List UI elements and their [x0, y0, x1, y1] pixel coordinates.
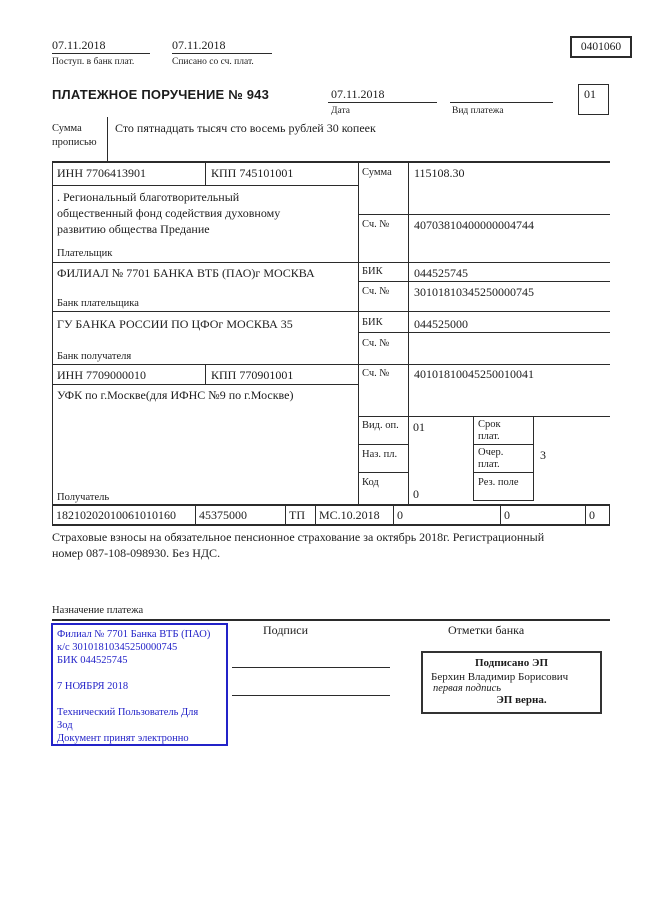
beneficiary-bank-account-label: Сч. №: [362, 338, 390, 349]
op-reserve-label: Рез. поле: [478, 477, 519, 488]
inn-kpp-divider2: [205, 364, 206, 385]
document-date: 07.11.2018: [331, 87, 385, 101]
payer-bank-bik-label: БИК: [362, 266, 383, 277]
op-col-right: [533, 416, 534, 501]
stamp-line-corr-account: к/с 30101810345250000745: [57, 642, 178, 653]
tax-divider-6: [585, 504, 586, 525]
beneficiary-account: 40101810045250010041: [414, 367, 534, 381]
op-code-label: Код: [362, 477, 379, 488]
beneficiary-account-label: Сч. №: [362, 368, 390, 379]
payer-kpp: КПП 745101001: [211, 166, 294, 180]
line-above-op-block: [358, 416, 610, 417]
payer-account: 40703810400000004744: [414, 218, 534, 232]
payment-kind-label: Вид платежа: [452, 106, 504, 116]
stamp-line-user1: Технический Пользователь Для: [57, 707, 199, 718]
received-date-underline: [52, 53, 150, 54]
op-col-left: [473, 416, 474, 501]
op-term-label: Срок плат.: [478, 419, 501, 442]
label-col-left: [358, 161, 359, 505]
line-under-beneficiary-bank: [52, 364, 610, 365]
line-op1: [358, 444, 408, 445]
bank-marks-label: Отметки банка: [448, 623, 525, 637]
beneficiary-inn: ИНН 7709000010: [57, 368, 146, 382]
purpose-underline: [52, 619, 610, 621]
table-left-edge: [52, 161, 53, 525]
stamp-line-bank: Филиал № 7701 Банка ВТБ (ПАО): [57, 629, 211, 640]
amount-label: Сумма: [362, 167, 392, 178]
stamp-verified: ЭП верна.: [496, 694, 547, 706]
line-op4: [473, 472, 533, 473]
signature-line-2: [232, 695, 390, 696]
op-purpose-label: Наз. пл.: [362, 449, 398, 460]
beneficiary-bank-name: ГУ БАНКА РОССИИ ПО ЦФОг МОСКВА 35: [57, 317, 293, 331]
tax-row-bottom-line: [52, 524, 610, 526]
bank-blue-stamp: [51, 623, 228, 746]
payer-label: Плательщик: [57, 248, 113, 259]
tax-field-oktmo: 45375000: [199, 508, 247, 522]
tax-field-period: МС.10.2018: [319, 508, 380, 522]
signature-stamp-box: [421, 651, 602, 714]
beneficiary-bank-bik: 044525000: [414, 317, 468, 331]
beneficiary-label: Получатель: [57, 492, 110, 503]
tax-divider-2: [285, 504, 286, 525]
payer-bank-account-label: Сч. №: [362, 286, 390, 297]
line-under-payer-bank: [52, 311, 610, 312]
label-col-right: [408, 161, 409, 505]
document-title: ПЛАТЕЖНОЕ ПОРУЧЕНИЕ № 943: [52, 87, 270, 102]
tax-field-kbk: 18210202010061010160: [56, 508, 176, 522]
op-order-label: Очер. плат.: [478, 447, 504, 470]
line-op3: [358, 472, 408, 473]
signature-line-1: [232, 667, 390, 668]
corner-code-box: [578, 84, 609, 115]
payment-kind-underline: [450, 102, 553, 103]
line-op2: [473, 444, 533, 445]
amount-value: 115108.30: [414, 166, 465, 180]
beneficiary-kpp: КПП 770901001: [211, 368, 294, 382]
signatures-label: Подписи: [263, 623, 309, 637]
line-under-bik1: [358, 281, 610, 282]
beneficiary-bank-label: Банк получателя: [57, 351, 132, 362]
corner-code: 01: [584, 87, 596, 101]
stamp-signer-name: Берхин Владимир Борисович: [431, 671, 569, 683]
tax-divider-1: [195, 504, 196, 525]
payer-bank-label: Банк плательщика: [57, 298, 139, 309]
stamp-line-bik: БИК 044525745: [57, 655, 128, 666]
amount-words-label-2: прописью: [52, 137, 97, 148]
line-under-amount: [358, 214, 610, 215]
line-under-bik2: [358, 332, 610, 333]
tax-field-doc-number: 0: [397, 508, 403, 522]
inn-kpp-divider1: [205, 161, 206, 186]
debited-date-underline: [172, 53, 272, 54]
tax-divider-5: [500, 504, 501, 525]
op-code: 0: [413, 487, 419, 501]
beneficiary-bank-bik-label: БИК: [362, 317, 383, 328]
debited-date: 07.11.2018: [172, 38, 226, 52]
purpose-line2: номер 087-108-098930. Без НДС.: [52, 546, 221, 560]
op-type: 01: [413, 420, 425, 434]
payer-bank-name: ФИЛИАЛ № 7701 БАНКА ВТБ (ПАО)г МОСКВА: [57, 266, 315, 280]
stamp-title: Подписано ЭП: [474, 657, 549, 669]
tax-divider-3: [315, 504, 316, 525]
payer-bank-bik: 044525745: [414, 266, 468, 280]
table-bottom-line: [52, 504, 610, 506]
table-top-line: [52, 161, 610, 163]
amount-words-divider: [107, 117, 108, 161]
payer-inn: ИНН 7706413901: [57, 166, 146, 180]
date-label: Дата: [331, 106, 350, 116]
line-op5: [473, 500, 533, 501]
stamp-line-blank1: [57, 667, 222, 680]
received-date-label: Поступ. в банк плат.: [52, 57, 135, 67]
debited-date-label: Списано со сч. плат.: [172, 57, 254, 67]
tax-field-basis: ТП: [289, 508, 305, 522]
stamp-line-date: 7 НОЯБРЯ 2018: [57, 681, 129, 692]
payer-name-line2: общественный фонд содействия духовному: [57, 206, 281, 220]
stamp-signature-type: первая подпись: [433, 683, 502, 694]
payer-bank-account: 30101810345250000745: [414, 285, 534, 299]
payer-name-line3: развитию общества Предание: [57, 222, 210, 236]
tax-row-right-edge: [609, 504, 610, 525]
purpose-line1: Страховые взносы на обязательное пенсионное страхование за октябрь 2018г. Регистрационный: [52, 530, 545, 544]
stamp-line-user2: Зод: [57, 720, 73, 731]
purpose-label: Назначение платежа: [52, 605, 144, 616]
date-underline: [328, 102, 437, 103]
payer-account-label: Сч. №: [362, 219, 390, 230]
tax-divider-4: [393, 504, 394, 525]
beneficiary-name: УФК по г.Москве(для ИФНС №9 по г.Москве): [57, 388, 294, 402]
payer-name-line1: . Региональный благотворительный: [57, 190, 240, 204]
received-date: 07.11.2018: [52, 38, 106, 52]
tax-field-type: 0: [589, 508, 595, 522]
stamp-line-blank2: [57, 693, 222, 706]
tax-field-doc-date: 0: [504, 508, 510, 522]
amount-words-label-1: Сумма: [52, 123, 82, 134]
op-order-value: 3: [540, 448, 546, 462]
amount-in-words: Сто пятнадцать тысяч сто восемь рублей 30 копеек: [115, 121, 376, 135]
op-type-label: Вид. оп.: [362, 420, 399, 431]
line-under-payer: [52, 262, 610, 263]
stamp-line-accepted: Документ принят электронно: [57, 733, 189, 744]
form-code-box: 0401060: [570, 36, 632, 58]
